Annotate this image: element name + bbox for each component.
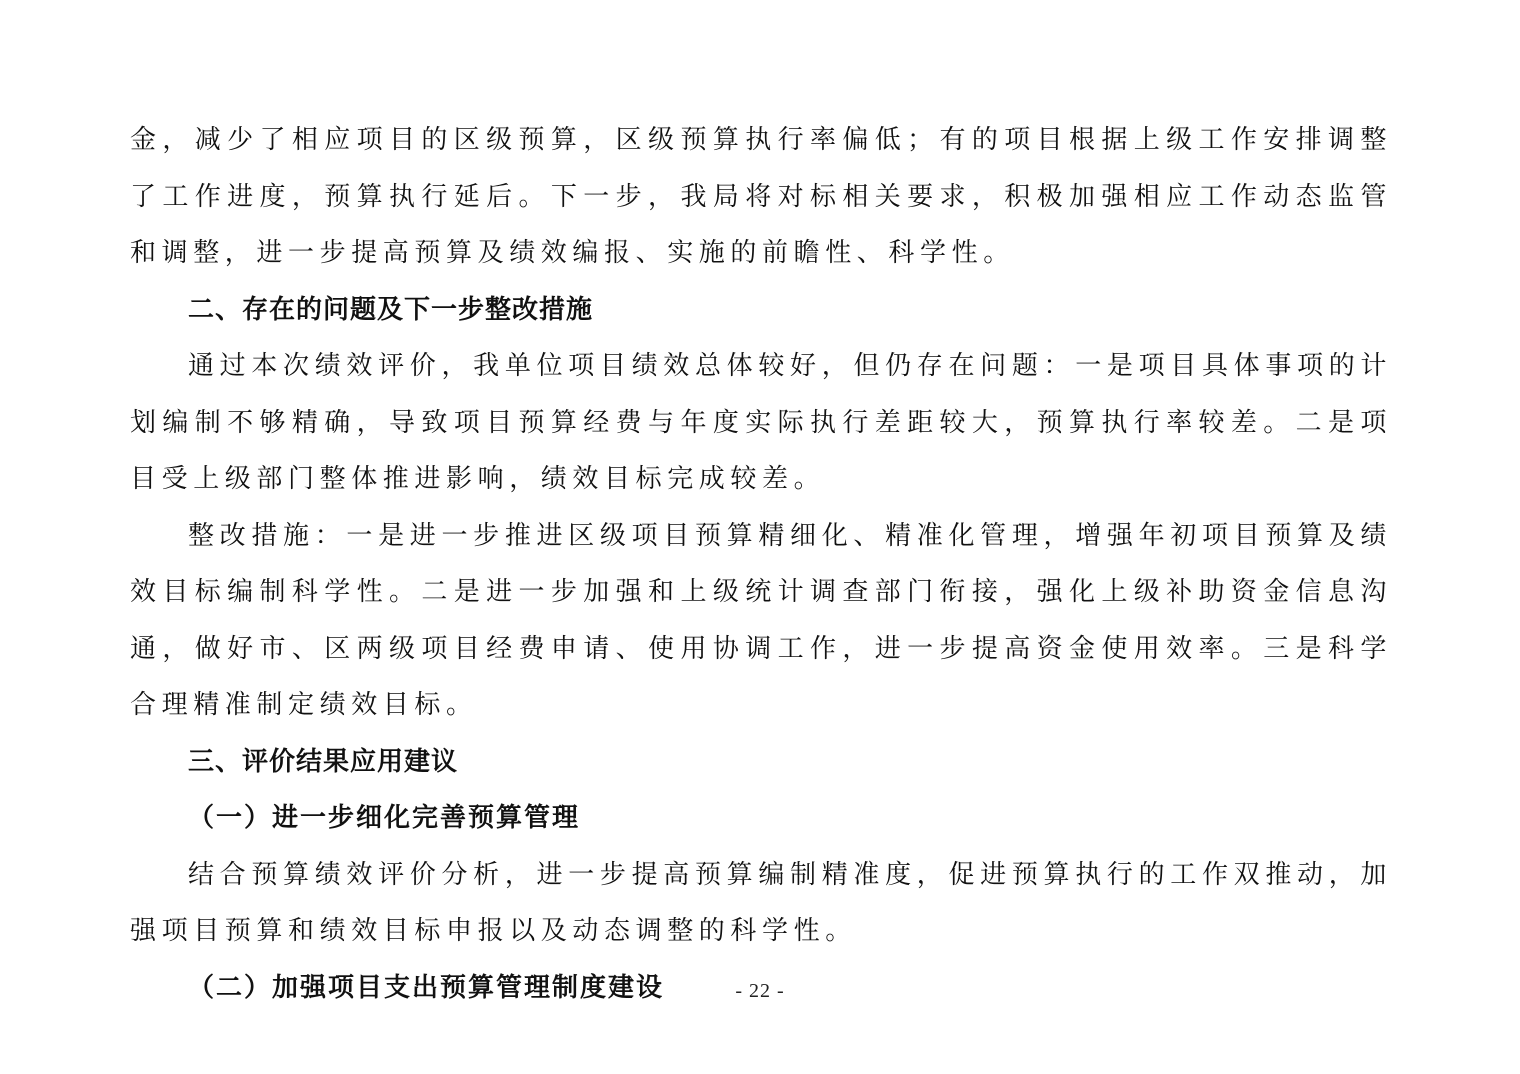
paragraph-evaluation-problems: 通过本次绩效评价，我单位项目绩效总体较好，但仍存在问题：一是项目具体事项的计划编制不够精确，导致项目预算经费与年度实际执行差距较大，预算执行率较差。二是项目受上级部门整体推进影响，绩效目标完成较差。 — [130, 351, 1392, 494]
section-heading-problems-and-measures: 二、存在的问题及下一步整改措施 — [188, 294, 594, 325]
paragraph-budget-accuracy: 结合预算绩效评价分析，进一步提高预算编制精准度，促进预算执行的工作双推动，加强项目预算和绩效目标申报以及动态调整的科学性。 — [130, 859, 1392, 946]
section-heading-result-application: 三、评价结果应用建议 — [188, 746, 459, 777]
page-content — [130, 112, 1392, 1016]
page-number: - 22 - — [735, 980, 785, 1002]
paragraph-budget-execution: 金，减少了相应项目的区级预算，区级预算执行率偏低；有的项目根据上级工作安排调整了工作进度，预算执行延后。下一步，我局将对标相关要求，积极加强相应工作动态监管和调整，进一步提高预算及绩效编报、实施的前瞻性、科学性。 — [130, 125, 1392, 268]
paragraph-rectification-measures: 整改措施：一是进一步推进区级项目预算精细化、精准化管理，增强年初项目预算及绩效目标编制科学性。二是进一步加强和上级统计调查部门衔接，强化上级补助资金信息沟通，做好市、区两级项目经费申请、使用协调工作，进一步提高资金使用效率。三是科学合理精准制定绩效目标。 — [130, 520, 1392, 720]
subheading-refine-budget-management: （一）进一步细化完善预算管理 — [188, 803, 581, 833]
subheading-expenditure-system-building: （二）加强项目支出预算管理制度建设 — [188, 972, 665, 1003]
